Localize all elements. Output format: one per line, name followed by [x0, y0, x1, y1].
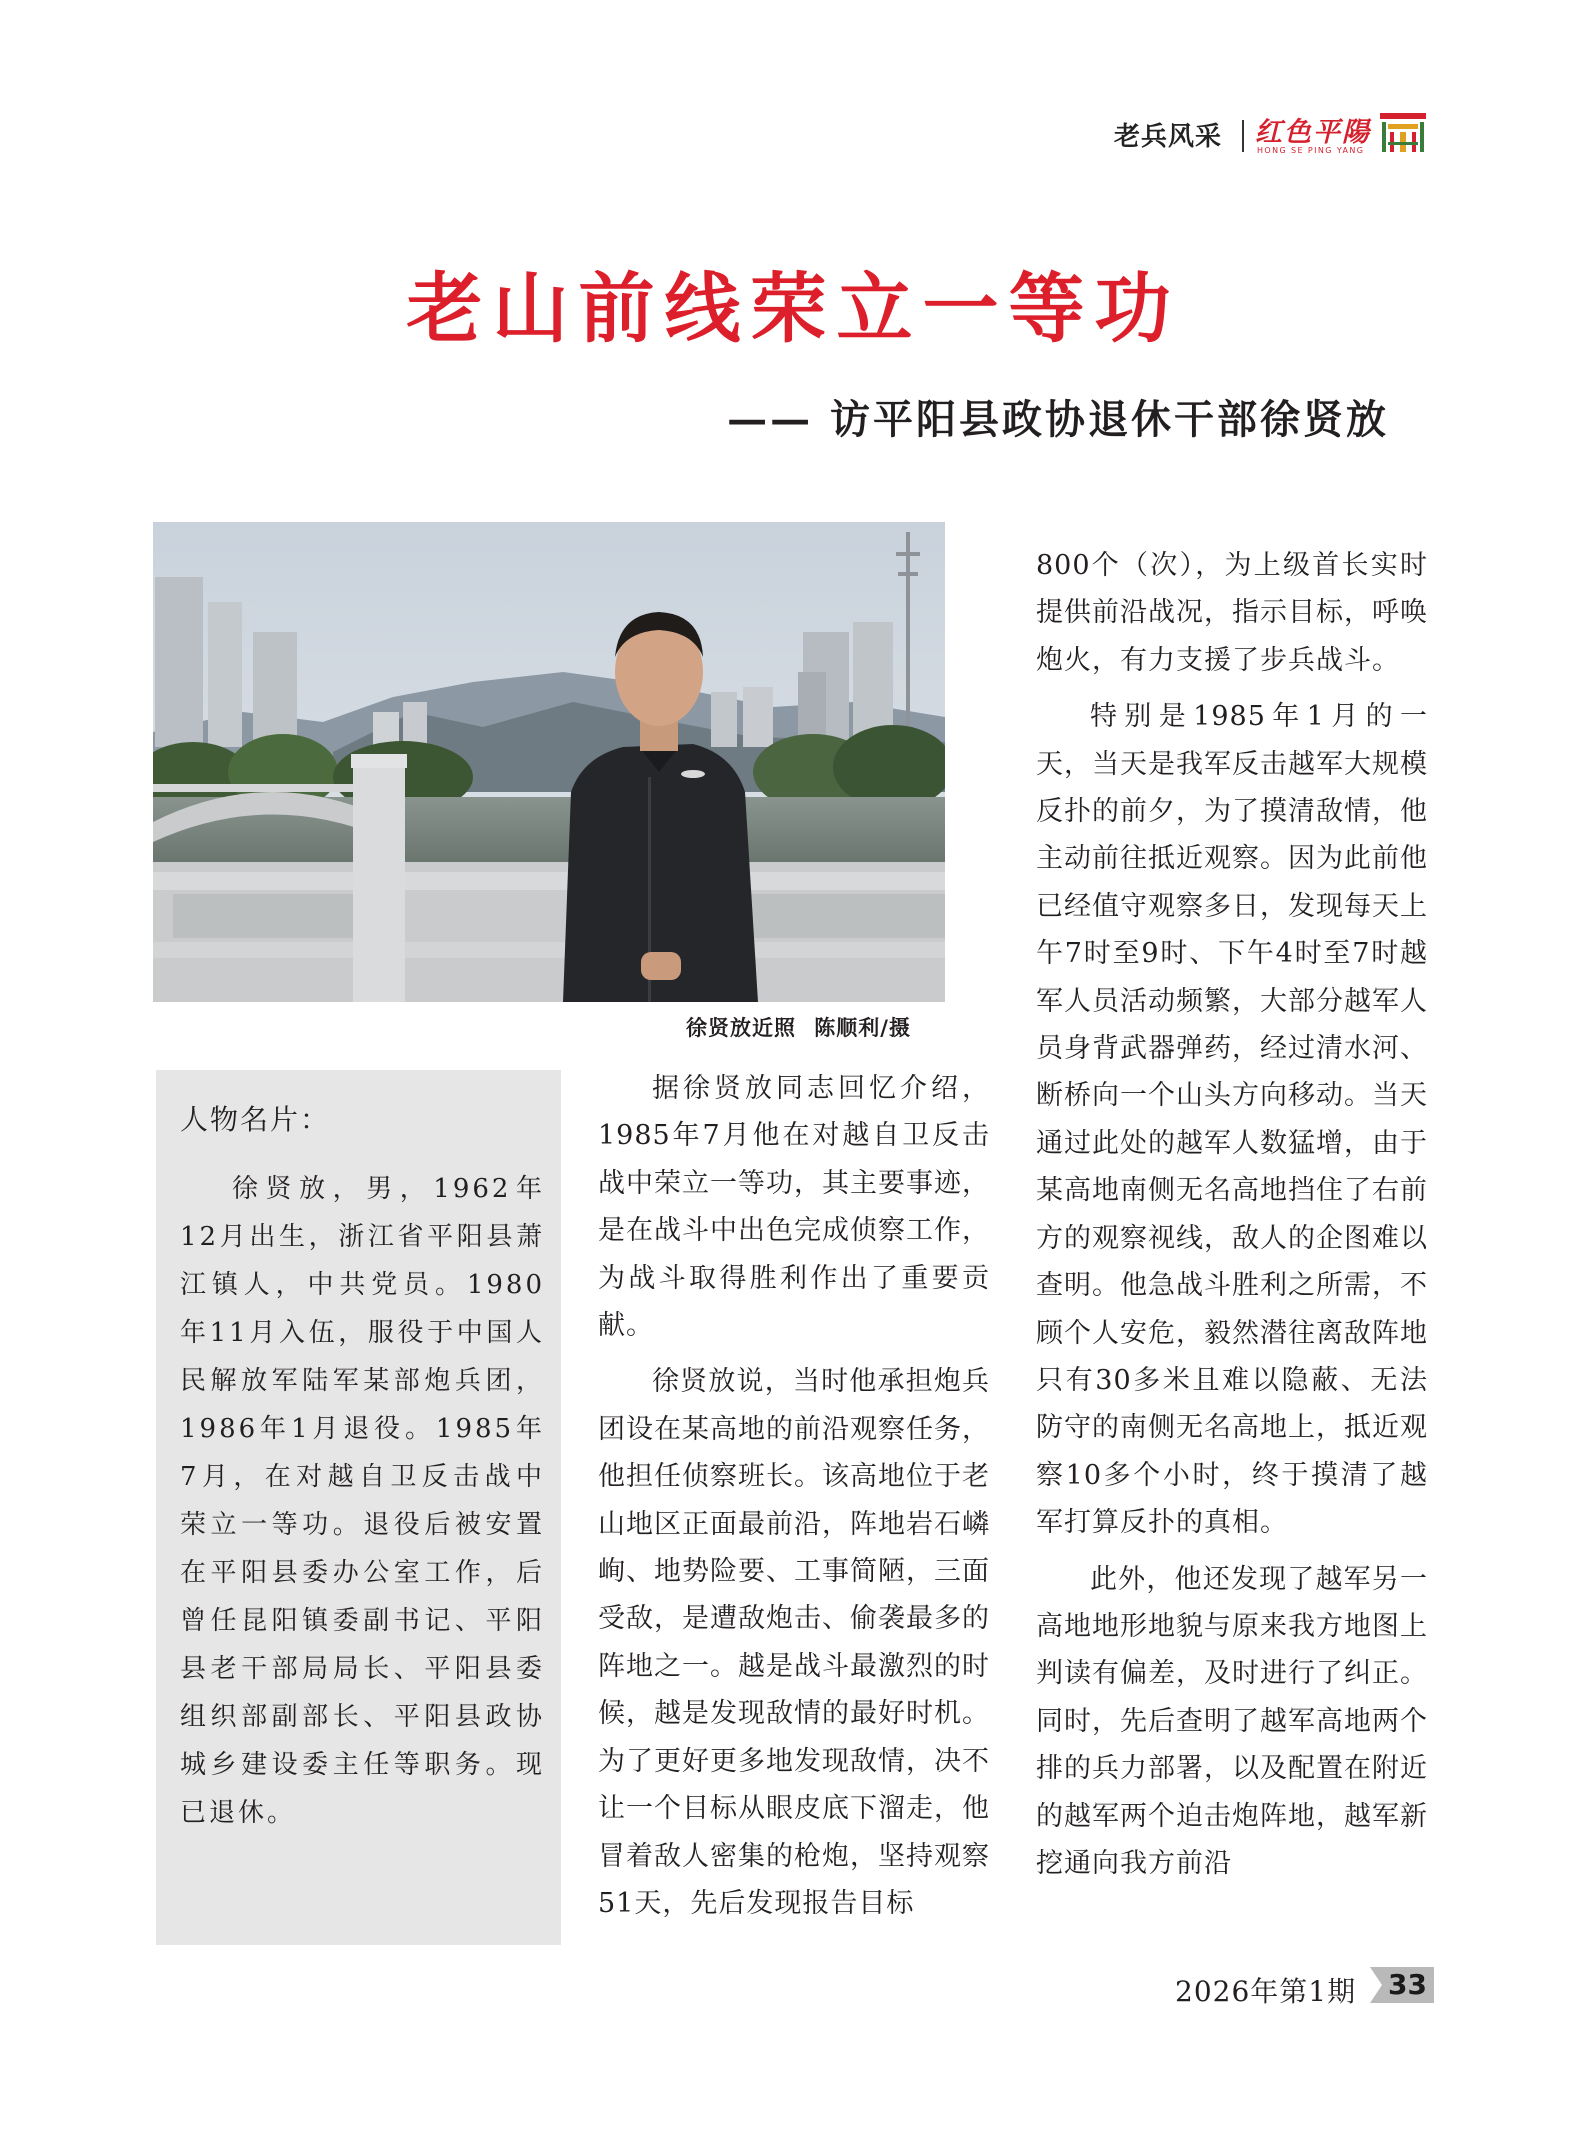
issue-label: 2026年第1期	[1175, 1975, 1357, 2008]
article-subtitle: —— 访平阳县政协退休干部徐贤放	[727, 396, 1389, 443]
profile-card	[156, 1070, 561, 1945]
portrait-photo	[153, 522, 945, 1002]
profile-heading: 人物名片：	[180, 1103, 331, 1136]
pingyang-emblem-icon	[1378, 112, 1428, 154]
body-paragraph: 据徐贤放同志回忆介绍，1985年7月他在对越自卫反击战中荣立一等功，其主要事迹，是在战斗中出色完成侦察工作，为战斗取得胜利作出了重要贡献。	[598, 1073, 990, 1342]
page-number: 33	[1388, 1968, 1427, 2001]
profile-text: 徐贤放，男，1962年12月出生，浙江省平阳县萧江镇人，中共党员。1980年11月入伍，服役于中国人民解放军陆军某部炮兵团，1986年1月退役。1985年7月，在对越自卫反击战中荣立一等功。退役后被安置在平阳县委办公室工作，后曾任昆阳镇委副书记、平阳县老干部局局长、平阳县委组织部副部长、平阳县政协城乡建设委主任等职务。现已退休。	[180, 1174, 545, 1828]
page-header	[1100, 108, 1440, 158]
body-paragraph: 徐贤放说，当时他承担炮兵团设在某高地的前沿观察任务，他担任侦察班长。该高地位于老山地区正面最前沿，阵地岩石嶙峋、地势险要、工事简陋，三面受敌，是遭敌炮击、偷袭最多的阵地之一。越是战斗最激烈的时候，越是发现敌情的最好时机。为了更好更多地发现敌情，决不让一个目标从眼皮底下溜走，他冒着敌人密集的枪炮，坚持观察51天，先后发现报告目标	[598, 1366, 990, 1919]
article-column-middle	[598, 1065, 990, 1927]
magazine-brand: 红色平陽	[1255, 117, 1371, 148]
article-column-right	[1036, 542, 1428, 1887]
photo-caption: 徐贤放近照 陈顺利/摄	[686, 1016, 911, 1040]
body-paragraph-continued: 800个（次），为上级首长实时提供前沿战况，指示目标，呼唤炮火，有力支援了步兵战斗。	[1036, 550, 1428, 676]
body-paragraph: 特别是1985年1月的一天，当天是我军反击越军大规模反扑的前夕，为了摸清敌情，他主动前往抵近观察。因为此前他已经值守观察多日，发现每天上午7时至9时、下午4时至7时越军人员活动频繁，大部分越军人员身背武器弹药，经过清水河、断桥向一个山头方向移动。当天通过此处的越军人数猛增，由于某高地南侧无名高地挡住了右前方的观察视线，敌人的企图难以查明。他急战斗胜利之所需，不顾个人安危，毅然潜往离敌阵地只有30多米且难以隐蔽、无法防守的南侧无名高地上，抵近观察10多个小时，终于摸清了越军打算反扑的真相。	[1036, 701, 1428, 1539]
body-paragraph: 此外，他还发现了越军另一高地地形地貌与原来我方地图上判读有偏差，及时进行了纠正。同时，先后查明了越军高地两个排的兵力部署，以及配置在附近的越军两个迫击炮阵地，越军新挖通向我方前沿	[1036, 1563, 1428, 1879]
article-title: 老山前线荣立一等功	[406, 264, 1181, 353]
magazine-brand-pinyin: HONG SE PING YANG	[1257, 146, 1365, 155]
header-divider	[1242, 120, 1244, 152]
section-label: 老兵风采	[1114, 122, 1223, 152]
